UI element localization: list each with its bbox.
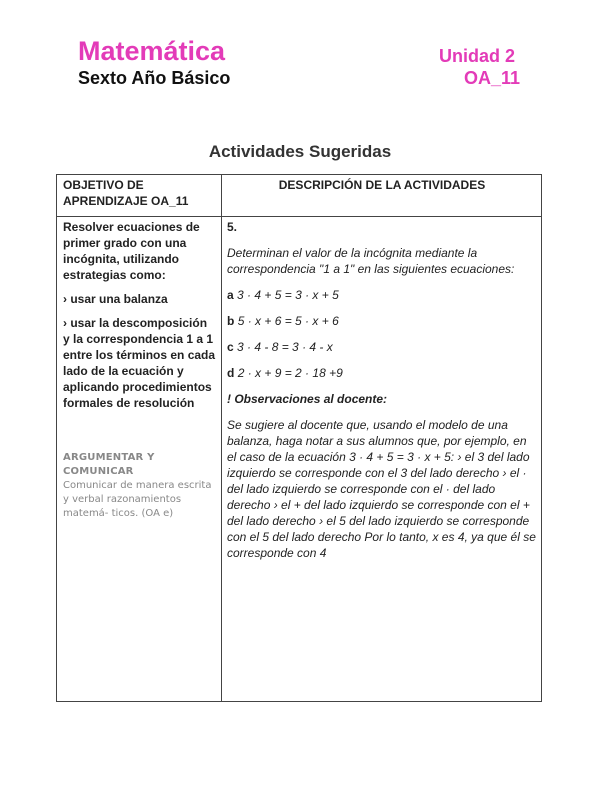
equation-expression: 5 · x + 6 = 5 · x + 6 — [237, 314, 339, 328]
equation-b — [227, 313, 537, 329]
activity-number: 5. — [227, 220, 238, 234]
activity-instruction: Determinan el valor de la incógnita mediante la correspondencia "1 a 1" en las siguientes ecuaciones: — [227, 246, 515, 276]
header-divider — [57, 216, 541, 217]
equation-expression: 3 · 4 + 5 = 3 · x + 5 — [237, 288, 339, 302]
oa-label: OA_11 — [463, 68, 520, 88]
equation-a — [227, 287, 537, 303]
strategy-balance: › usar una balanza — [63, 292, 168, 306]
objective-cell — [63, 219, 217, 419]
equation-expression: 2 · x + 9 = 2 · 18 +9 — [237, 366, 343, 380]
unit-label: Unidad 2 — [438, 46, 515, 66]
description-cell — [227, 219, 537, 571]
column-divider — [221, 175, 222, 701]
equation-d — [227, 365, 537, 381]
right-column-header: DESCRIPCIÓN DE LA ACTIVIDADES — [278, 178, 486, 192]
left-column-header: OBJETIVO DE APRENDIZAJE OA_11 — [63, 178, 189, 208]
strategy-correspondence: › usar la descomposición y la correspondencia 1 a 1 entre los términos en cada lado de la ecuación y aplicando procedimientos formales de resolución — [63, 316, 216, 410]
skill-text: Comunicar de manera escrita y verbal razonamientos matemá- ticos. (OA e) — [63, 480, 212, 519]
equation-letter: a — [227, 288, 234, 302]
activities-table — [56, 174, 542, 702]
grade-label: Sexto Año Básico — [78, 68, 231, 88]
equation-letter: d — [227, 366, 235, 380]
skill-title: ARGUMENTAR Y COMUNICAR — [63, 452, 155, 477]
skill-box — [63, 451, 217, 521]
equation-letter: c — [227, 340, 234, 354]
subject-title: Matemática — [78, 36, 226, 66]
equation-letter: b — [227, 314, 235, 328]
objective-text: Resolver ecuaciones de primer grado con una incógnita, utilizando estrategias como: — [63, 220, 200, 282]
observations-text: Se sugiere al docente que, usando el modelo de una balanza, haga notar a sus alumnos que, por ejemplo, en el caso de la ecuación 3 · 4 + 5 = 3 · x + 5: › el 3 del lado izquierdo se corresponde con el 3 del lado derecho › el · del lado izquierdo se corresponde con el · del lado derecho › el + del lado izquierdo se corresponde con el + del lado derecho › el 5 del lado izquierdo se corresponde con el 5 del lado derecho Por lo tanto, x es 4, ya que él se corresponde con 4 — [227, 418, 536, 560]
observations-title: ! Observaciones al docente: — [227, 392, 388, 406]
section-title: Actividades Sugeridas — [208, 142, 392, 161]
equation-expression: 3 · 4 - 8 = 3 · 4 - x — [237, 340, 333, 354]
equation-c — [227, 339, 537, 355]
